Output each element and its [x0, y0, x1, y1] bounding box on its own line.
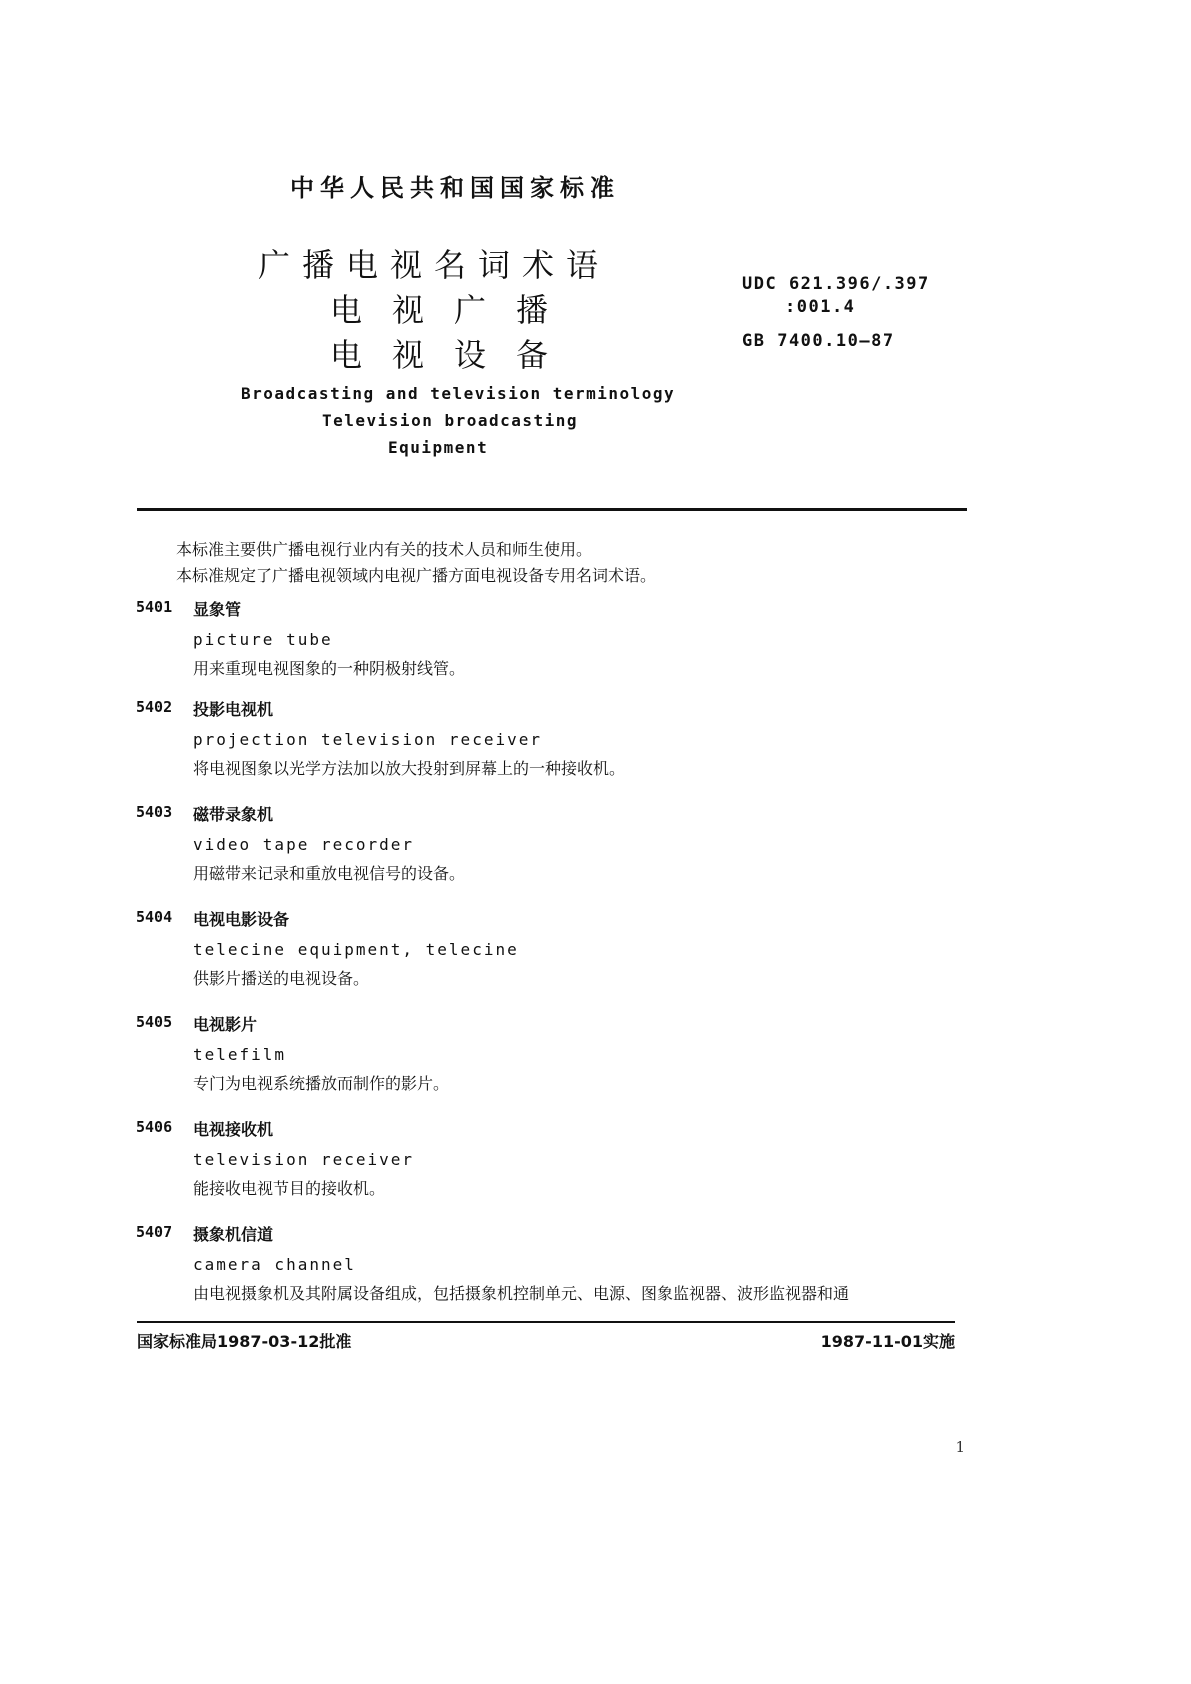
term-chinese: 摄象机信道 — [193, 1225, 274, 1244]
top-divider — [137, 508, 967, 511]
term-chinese: 显象管 — [193, 600, 242, 619]
effective-date: 1987-11-01实施 — [820, 1332, 955, 1351]
term-english: picture tube — [193, 630, 333, 649]
term-english: telecine equipment, telecine — [193, 940, 519, 959]
title-en-line-2: Television broadcasting — [322, 411, 579, 430]
term-definition: 用来重现电视图象的一种阴极射线管。 — [193, 659, 466, 678]
udc-code-line-1: UDC 621.396/.397 — [742, 274, 930, 294]
gb-code: GB 7400.10—87 — [742, 331, 895, 351]
title-cn-line-1: 广播电视名词术语 — [258, 246, 611, 284]
term-number: 5401 — [136, 598, 173, 616]
term-english: video tape recorder — [193, 835, 415, 854]
term-english: telefilm — [193, 1045, 287, 1064]
intro-line-1: 本标准主要供广播电视行业内有关的技术人员和师生使用。 — [176, 540, 593, 559]
intro-line-2: 本标准规定了广播电视领域内电视广播方面电视设备专用名词术语。 — [176, 566, 657, 585]
term-definition: 由电视摄象机及其附属设备组成，包括摄象机控制单元、电源、图象监视器、波形监视器和通 — [193, 1284, 850, 1303]
term-english: camera channel — [193, 1255, 356, 1274]
term-definition: 专门为电视系统播放而制作的影片。 — [193, 1074, 450, 1093]
page-number: 1 — [955, 1438, 965, 1456]
term-chinese: 电视接收机 — [193, 1120, 274, 1139]
term-chinese: 电视影片 — [193, 1015, 258, 1034]
term-number: 5407 — [136, 1223, 173, 1241]
term-definition: 能接收电视节目的接收机。 — [193, 1179, 386, 1198]
term-number: 5405 — [136, 1013, 173, 1031]
term-chinese: 磁带录象机 — [193, 805, 274, 824]
bottom-divider — [137, 1321, 955, 1323]
title-en-line-3: Equipment — [388, 438, 489, 457]
term-definition: 将电视图象以光学方法加以放大投射到屏幕上的一种接收机。 — [193, 759, 626, 778]
term-number: 5402 — [136, 698, 173, 716]
term-number: 5403 — [136, 803, 173, 821]
title-cn-line-2: 电视广播 — [330, 291, 579, 329]
term-number: 5406 — [136, 1118, 173, 1136]
term-english: projection television receiver — [193, 730, 542, 749]
term-chinese: 电视电影设备 — [193, 910, 290, 929]
udc-code-line-2: :001.4 — [785, 297, 856, 317]
approval-date: 国家标准局1987-03-12批准 — [137, 1332, 352, 1351]
term-number: 5404 — [136, 908, 173, 926]
term-definition: 供影片播送的电视设备。 — [193, 969, 370, 988]
term-definition: 用磁带来记录和重放电视信号的设备。 — [193, 864, 466, 883]
title-cn-line-3: 电视设备 — [330, 336, 579, 374]
title-en-line-1: Broadcasting and television terminology — [241, 384, 676, 403]
national-standard-heading: 中华人民共和国国家标准 — [290, 174, 620, 202]
term-chinese: 投影电视机 — [193, 700, 274, 719]
term-english: television receiver — [193, 1150, 415, 1169]
